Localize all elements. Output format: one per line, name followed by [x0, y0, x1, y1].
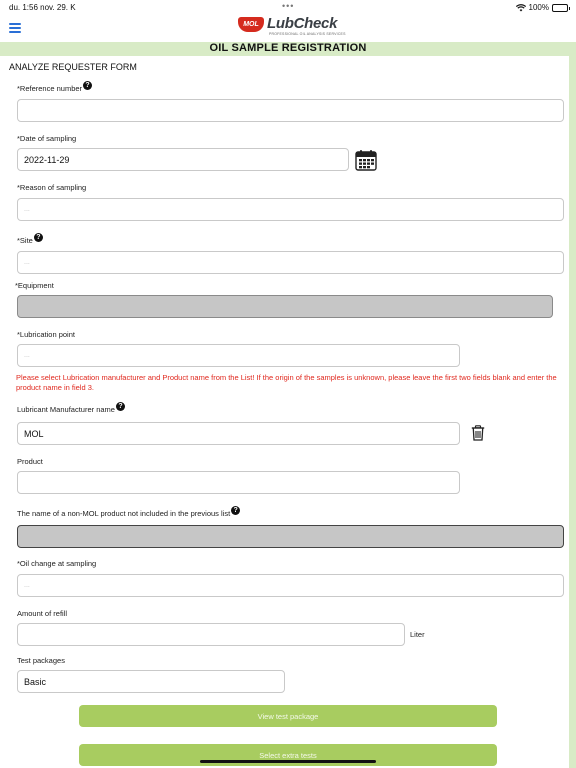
- reason-of-sampling-select[interactable]: ...: [17, 198, 564, 221]
- product-select[interactable]: [17, 471, 460, 494]
- battery-percent: 100%: [528, 3, 549, 12]
- battery-icon: [552, 4, 568, 12]
- multitasking-dots[interactable]: •••: [282, 1, 295, 11]
- equipment-label: *Equipment: [15, 281, 54, 290]
- oil-change-select[interactable]: ...: [17, 574, 564, 597]
- manufacturer-notice: Please select Lubrication manufacturer and Product name from the List! If the origin of the samples is unknown, please leave the first two fields blank and enter the product name in field 3.: [16, 373, 557, 392]
- form-title: ANALYZE REQUESTER FORM: [9, 62, 137, 72]
- site-help-icon[interactable]: ?: [34, 233, 43, 242]
- equipment-select[interactable]: [17, 295, 553, 318]
- oil-change-label: *Oil change at sampling: [17, 559, 97, 568]
- wifi-icon: [516, 4, 526, 12]
- lubrication-point-label: *Lubrication point: [17, 330, 75, 339]
- view-test-package-button[interactable]: View test package: [79, 705, 497, 727]
- trash-icon[interactable]: [471, 425, 485, 441]
- date-label: *Date of sampling: [17, 134, 77, 143]
- select-extra-tests-button[interactable]: Select extra tests: [79, 744, 497, 766]
- manufacturer-label: Lubricant Manufacturer name ?: [17, 405, 125, 414]
- site-select[interactable]: ...: [17, 251, 564, 274]
- hamburger-menu-icon[interactable]: [9, 23, 21, 33]
- app-header: [0, 14, 576, 42]
- mol-badge: MOL: [238, 17, 264, 32]
- lubcheck-logo: [238, 15, 346, 39]
- page-title: OIL SAMPLE REGISTRATION: [209, 42, 367, 54]
- reason-label: *Reason of sampling: [17, 183, 87, 192]
- reference-number-input[interactable]: [17, 99, 564, 122]
- calendar-icon[interactable]: [355, 149, 377, 171]
- logo-text: LubCheck: [267, 15, 338, 32]
- right-edge-strip: [569, 56, 576, 768]
- test-packages-label: Test packages: [17, 656, 65, 665]
- lubrication-point-select[interactable]: ...: [17, 344, 460, 367]
- refill-unit-label: Liter: [410, 630, 425, 639]
- test-packages-select[interactable]: Basic: [17, 670, 285, 693]
- product-label: Product: [17, 457, 43, 466]
- site-label: *Site ?: [17, 236, 43, 245]
- manufacturer-help-icon[interactable]: ?: [116, 402, 125, 411]
- non-mol-help-icon[interactable]: ?: [231, 506, 240, 515]
- status-indicators: [516, 3, 568, 12]
- non-mol-product-label: The name of a non-MOL product not included in the previous list ?: [17, 509, 240, 518]
- date-of-sampling-input[interactable]: 2022-11-29: [17, 148, 349, 171]
- home-indicator[interactable]: [200, 760, 376, 763]
- reference-label: *Reference number ?: [17, 84, 92, 93]
- status-time-date: du. 1:56 nov. 29. K: [9, 3, 76, 12]
- status-bar: [0, 0, 576, 14]
- refill-label: Amount of refill: [17, 609, 68, 618]
- reference-help-icon[interactable]: ?: [83, 81, 92, 90]
- refill-amount-input[interactable]: [17, 623, 405, 646]
- non-mol-product-input[interactable]: [17, 525, 564, 548]
- manufacturer-select[interactable]: MOL: [17, 422, 460, 445]
- logo-subtitle: PROFESSIONAL OIL ANALYSIS SERVICES: [269, 32, 346, 36]
